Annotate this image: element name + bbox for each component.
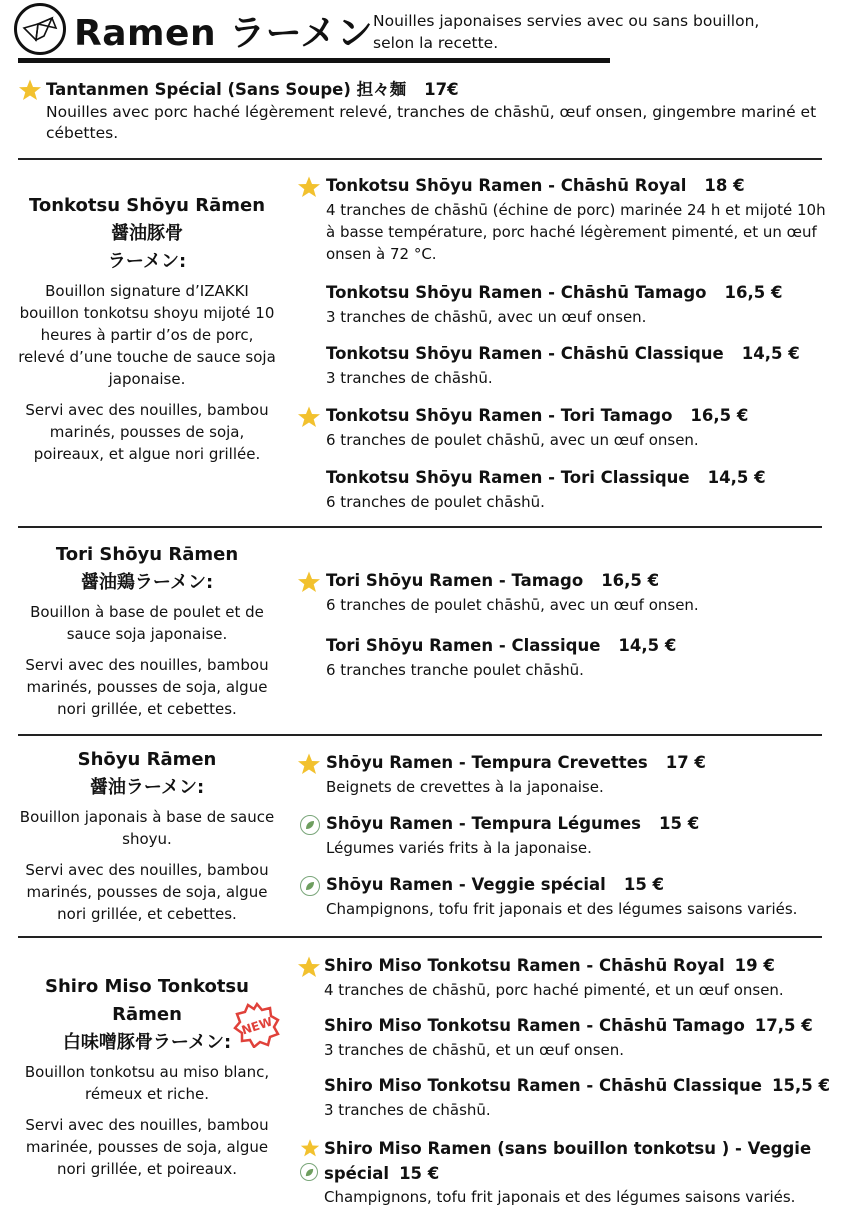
menu-item-desc: 3 tranches de chāshū. xyxy=(326,369,493,387)
menu-item-price: 15 € xyxy=(623,875,665,894)
menu-item-desc: 4 tranches de chāshū (échine de porc) marinée 24 h et mijoté 10h à basse température, porc haché légèrement pimenté, et un œuf onsen à 72 °C. xyxy=(326,201,826,263)
menu-item-name: Shōyu Ramen - Tempura Légumes xyxy=(326,814,642,833)
menu-item-name: Tonkotsu Shōyu Ramen - Chāshū Classique xyxy=(326,344,724,363)
menu-item-price: 15 € xyxy=(659,814,700,833)
menu-item xyxy=(326,405,826,451)
menu-item-desc: 6 tranches de poulet chāshū, avec un œuf onsen. xyxy=(326,431,699,449)
star-icon xyxy=(300,1138,320,1158)
menu-item-name: Tonkotsu Shōyu Ramen - Chāshū Royal xyxy=(326,176,687,195)
category-description-served: Servi avec des nouilles, bambou marinés, pousses de soja, algue nori grillée, et cebettes. xyxy=(25,861,269,923)
menu-item-desc: 3 tranches de chāshū. xyxy=(324,1101,491,1119)
leaf-icon xyxy=(300,815,320,835)
category-description: Bouillon signature d’IZAKKI bouillon tonkotsu shoyu mijoté 10 heures à partir d’os de porc, relevé d’une touche de sauce soja japonaise. xyxy=(18,282,276,388)
menu-item xyxy=(326,874,826,920)
category-title-jp: 白味噌豚骨ラーメン: xyxy=(62,1032,232,1053)
category-description-served: Servi avec des nouilles, bambou marinée, pousses de soja, algue nori grillée, et poireaux. xyxy=(25,1116,269,1178)
menu-item-price: 14,5 € xyxy=(618,636,677,655)
category-title-jp: 醤油豚骨 ラーメン: xyxy=(107,223,187,272)
section-divider xyxy=(18,526,822,528)
special-item-desc: Nouilles avec porc haché légèrement relevé, tranches de chāshū, œuf onsen, gingembre mariné et cébettes. xyxy=(46,103,817,142)
new-badge-label: NEW xyxy=(239,1014,275,1038)
page-title: Ramen ラーメン xyxy=(74,13,374,54)
menu-item-name: Tonkotsu Shōyu Ramen - Chāshū Tamago xyxy=(326,283,707,302)
special-item-name: Tantanmen Spécial (Sans Soupe) 担々麺 17€ xyxy=(46,80,459,99)
menu-item xyxy=(326,570,826,616)
menu-item-desc: Légumes variés frits à la japonaise. xyxy=(326,839,592,857)
menu-item-price: 17,5 € xyxy=(754,1016,813,1035)
menu-item-desc: Champignons, tofu frit japonais et des légumes saisons variés. xyxy=(324,1188,796,1206)
category-title: Tori Shōyu Rāmen xyxy=(55,544,239,565)
menu-item xyxy=(326,813,826,859)
menu-item-name: Shiro Miso Tonkotsu Ramen - Chāshū Tamago xyxy=(324,1016,745,1035)
menu-item xyxy=(324,1136,822,1208)
category-panel-shoyu xyxy=(18,746,276,925)
menu-item-desc: Beignets de crevettes à la japonaise. xyxy=(326,778,604,796)
menu-item-price: 15 € xyxy=(399,1164,440,1183)
menu-item-name: Shiro Miso Tonkotsu Ramen - Chāshū Royal xyxy=(324,956,725,975)
star-icon xyxy=(297,175,321,199)
menu-item xyxy=(324,1015,824,1061)
category-title: Tonkotsu Shōyu Rāmen xyxy=(28,195,266,216)
menu-item-name: Tori Shōyu Ramen - Classique xyxy=(326,636,601,655)
menu-item xyxy=(326,175,826,265)
menu-item-name: Tori Shōyu Ramen - Tamago xyxy=(326,571,584,590)
menu-item-price: 19 € xyxy=(734,956,775,975)
menu-item-price: 16,5 € xyxy=(724,283,783,302)
section-divider xyxy=(18,936,822,938)
menu-item-price: 17 € xyxy=(665,753,706,772)
category-description: Bouillon tonkotsu au miso blanc, rémeux et riche. xyxy=(24,1063,270,1103)
menu-item-desc: 6 tranches tranche poulet chāshū. xyxy=(326,661,584,679)
menu-item-name: Tonkotsu Shōyu Ramen - Tori Tamago xyxy=(326,406,673,425)
menu-item-name: Shiro Miso Ramen (sans bouillon tonkotsu ) - Veggie spécial xyxy=(324,1139,812,1183)
star-icon xyxy=(297,405,321,429)
menu-item xyxy=(326,282,826,328)
menu-item xyxy=(324,1075,830,1121)
menu-item-price: 18 € xyxy=(704,176,745,195)
paper-crane-logo-icon xyxy=(14,3,66,55)
new-badge xyxy=(233,1002,281,1048)
category-panel-tori-shoyu xyxy=(18,541,276,720)
menu-item-price: 16,5 € xyxy=(690,406,749,425)
category-title: Shōyu Rāmen xyxy=(77,749,217,770)
category-title-jp: 醤油鶏ラーメン: xyxy=(80,572,214,593)
category-title-jp: 醤油ラーメン: xyxy=(89,777,205,798)
category-description: Bouillon à base de poulet et de sauce soja japonaise. xyxy=(30,603,264,643)
menu-item-name: Tonkotsu Shōyu Ramen - Tori Classique xyxy=(326,468,690,487)
category-description-served: Servi avec des nouilles, bambou marinés, pousses de soja, algue nori grillée, et cebettes. xyxy=(25,656,269,718)
menu-item xyxy=(326,752,826,798)
leaf-icon xyxy=(300,1163,318,1181)
category-description-served: Servi avec des nouilles, bambou marinés, pousses de soja, poireaux, et algue nori grillée. xyxy=(25,401,269,463)
menu-item-price: 15,5 € xyxy=(772,1076,830,1095)
menu-item-desc: 3 tranches de chāshū, avec un œuf onsen. xyxy=(326,308,647,326)
menu-item xyxy=(326,467,826,513)
header-divider xyxy=(18,58,610,63)
menu-item-desc: 4 tranches de chāshū, porc haché pimenté, et un œuf onsen. xyxy=(324,981,784,999)
menu-item-price: 16,5 € xyxy=(601,571,660,590)
menu-item-desc: 6 tranches de poulet chāshū, avec un œuf onsen. xyxy=(326,596,699,614)
star-icon xyxy=(297,955,321,979)
menu-item-desc: 3 tranches de chāshū, et un œuf onsen. xyxy=(324,1041,625,1059)
page-tagline: Nouilles japonaises servies avec ou sans bouillon, selon la recette. xyxy=(373,12,760,52)
category-description: Bouillon japonais à base de sauce shoyu. xyxy=(19,808,275,848)
star-icon xyxy=(297,570,321,594)
menu-item-price: 14,5 € xyxy=(707,468,766,487)
menu-item-name: Shiro Miso Tonkotsu Ramen - Chāshū Classique xyxy=(324,1076,762,1095)
menu-item xyxy=(326,635,826,681)
section-divider xyxy=(18,158,822,160)
leaf-icon xyxy=(300,876,320,896)
category-title: Shiro Miso Tonkotsu Rāmen xyxy=(45,976,249,1025)
menu-item xyxy=(324,955,824,1001)
menu-item xyxy=(326,343,826,389)
menu-item-desc: Champignons, tofu frit japonais et des légumes saisons variés. xyxy=(326,900,798,918)
special-item xyxy=(18,76,818,144)
menu-item-name: Shōyu Ramen - Veggie spécial xyxy=(326,875,606,894)
special-item-price: 17€ xyxy=(424,80,459,99)
star-icon xyxy=(297,752,321,776)
menu-item-desc: 6 tranches de poulet chāshū. xyxy=(326,493,545,511)
category-panel-tonkotsu-shoyu xyxy=(18,192,276,465)
menu-item-price: 14,5 € xyxy=(741,344,800,363)
menu-item-name: Shōyu Ramen - Tempura Crevettes xyxy=(326,753,648,772)
menu-header xyxy=(0,0,865,66)
section-divider xyxy=(18,734,822,736)
